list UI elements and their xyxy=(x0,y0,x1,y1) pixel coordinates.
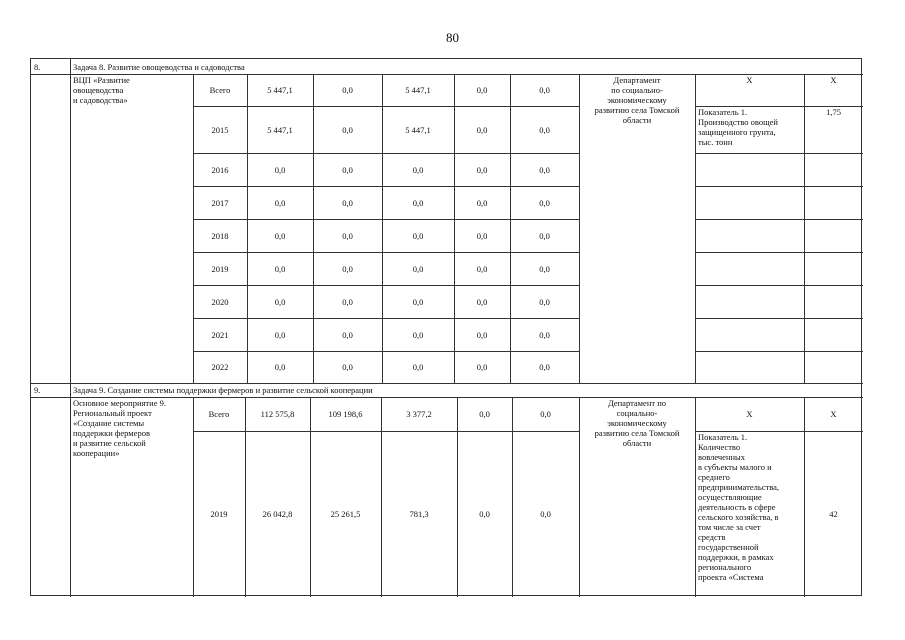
task8-value: 0,0 xyxy=(539,230,550,241)
task8-value: 0,0 xyxy=(539,329,550,340)
task8-x1: Х xyxy=(746,75,753,85)
task8-value: 0,0 xyxy=(539,296,550,307)
task8-value: 0,0 xyxy=(274,164,286,175)
task8-value: 0,0 xyxy=(342,329,353,340)
task8-value: 0,0 xyxy=(476,197,488,208)
task9-value: 781,3 xyxy=(409,509,429,519)
task9-year: Всего xyxy=(208,409,230,419)
task8-year: 2016 xyxy=(211,164,229,175)
task9-value: 0,0 xyxy=(540,409,551,419)
task9-value: 112 575,8 xyxy=(260,409,295,419)
task8-value: 0,0 xyxy=(342,85,353,95)
task8-value: 0,0 xyxy=(342,197,353,208)
task9-x1: Х xyxy=(746,409,753,419)
task8-value: 0,0 xyxy=(539,263,550,274)
task8-value: 5 447,1 xyxy=(267,85,293,95)
task8-value: 0,0 xyxy=(476,230,488,241)
task9-value: 26 042,8 xyxy=(262,509,293,519)
task8-value: 0,0 xyxy=(539,85,550,95)
task8-value: 0,0 xyxy=(342,164,353,175)
task8-year: Всего xyxy=(209,85,231,95)
task9-value: 109 198,6 xyxy=(328,409,363,419)
task8-value: 0,0 xyxy=(476,263,488,274)
task9-year: 2019 xyxy=(210,509,228,519)
task8-value: 0,0 xyxy=(342,296,353,307)
task8-value: 5 447,1 xyxy=(405,85,431,95)
task8-name: ВЦП «Развитие овощеводства и садоводства» xyxy=(73,75,130,105)
task8-value: 0,0 xyxy=(342,362,353,372)
task9-department: Департамент по социально- экономическому развитию села Томской области xyxy=(594,398,680,448)
task8-value: 0,0 xyxy=(476,124,488,135)
task8-value: 0,0 xyxy=(274,329,286,340)
page-number: 80 xyxy=(446,30,459,45)
task8-value: 0,0 xyxy=(476,362,488,372)
task8-value: 0,0 xyxy=(476,85,488,95)
task8-value: 0,0 xyxy=(476,296,488,307)
task8-num: 8. xyxy=(34,61,41,72)
task8-value: 0,0 xyxy=(342,124,353,135)
task8-value: 0,0 xyxy=(274,362,286,372)
task8-year: 2022 xyxy=(211,362,229,372)
task8-year: 2015 xyxy=(211,124,229,135)
task9-value: 0,0 xyxy=(479,409,490,419)
task9-x2: Х xyxy=(830,409,837,419)
task8-value: 0,0 xyxy=(412,197,424,208)
task8-x2: Х xyxy=(830,75,837,85)
task8-value: 0,0 xyxy=(342,263,353,274)
task8-value: 0,0 xyxy=(274,197,286,208)
task8-year: 2019 xyxy=(211,263,229,274)
task9-value: 0,0 xyxy=(479,509,490,519)
task8-department: Департамент по социально- экономическому развитию села Томской области xyxy=(594,75,680,125)
task8-value: 0,0 xyxy=(412,230,424,241)
task8-value: 0,0 xyxy=(274,263,286,274)
task9-value: 0,0 xyxy=(540,509,551,519)
task9-indicator: Показатель 1. Количество вовлеченных в субъекты малого и среднего предпринимательства, осуществляющие деятельность в сфере сельского хозяйства, в том числе за счет средств государственной поддержки, в рамках регионального проекта «Система xyxy=(698,432,779,582)
task8-indicator: Показатель 1. Производство овощей защищенного грунта, тыс. тонн xyxy=(698,107,778,147)
task8-year: 2021 xyxy=(211,329,229,340)
task9-value: 25 261,5 xyxy=(330,509,361,519)
task8-value: 0,0 xyxy=(539,197,550,208)
task8-value: 0,0 xyxy=(412,164,424,175)
task8-value: 0,0 xyxy=(412,296,424,307)
task9-indicator-value: 42 xyxy=(829,508,838,519)
task8-value: 0,0 xyxy=(539,362,550,372)
task8-value: 0,0 xyxy=(412,362,424,372)
task9-num: 9. xyxy=(34,385,41,395)
task9-title: Задача 9. Создание системы поддержки фермеров и развитие сельской кооперации xyxy=(73,385,373,395)
task8-value: 0,0 xyxy=(539,124,550,135)
task8-value: 0,0 xyxy=(274,296,286,307)
task8-value: 0,0 xyxy=(342,230,353,241)
task8-value: 0,0 xyxy=(412,263,424,274)
task9-name: Основное мероприятие 9. Региональный проект «Создание системы поддержки фермеров и развитие сельской кооперации» xyxy=(73,398,166,458)
task8-value: 0,0 xyxy=(476,164,488,175)
task8-value: 0,0 xyxy=(476,329,488,340)
task9-value: 3 377,2 xyxy=(406,409,432,419)
task8-title: Задача 8. Развитие овощеводства и садоводства xyxy=(73,61,245,72)
task8-value: 0,0 xyxy=(412,329,424,340)
task8-year: 2020 xyxy=(211,296,229,307)
task8-value: 0,0 xyxy=(539,164,550,175)
task8-year: 2017 xyxy=(211,197,229,208)
task8-indicator-value: 1,75 xyxy=(826,107,841,117)
task8-value: 0,0 xyxy=(274,230,286,241)
task8-year: 2018 xyxy=(211,230,229,241)
task8-value: 5 447,1 xyxy=(405,124,431,135)
program-table xyxy=(30,58,862,596)
task8-value: 5 447,1 xyxy=(267,124,293,135)
